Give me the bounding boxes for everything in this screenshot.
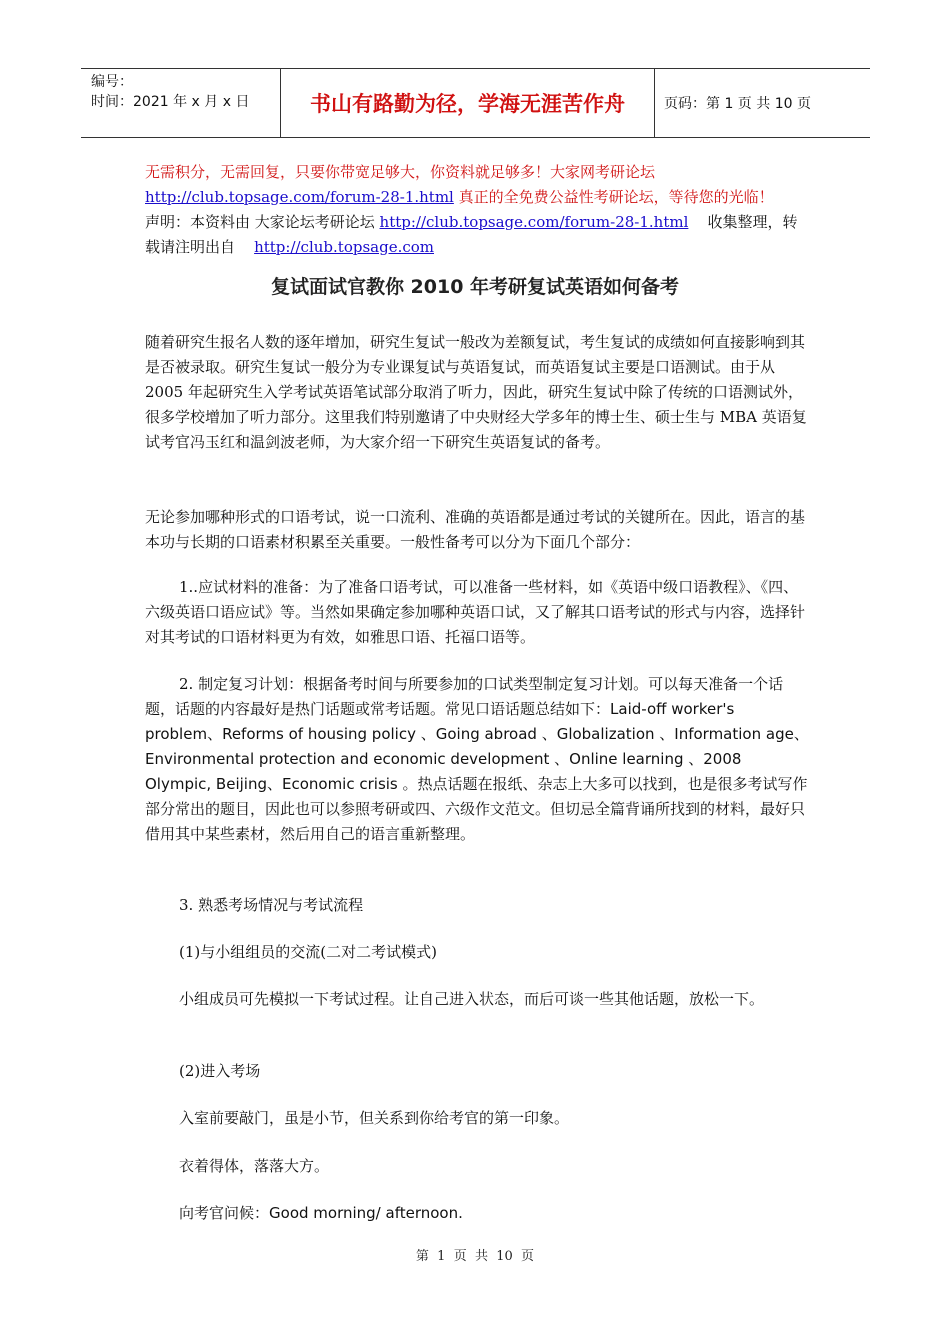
header-meta-cell	[81, 69, 281, 137]
paragraph-plan	[145, 672, 810, 847]
paragraph-knock: 入室前要敲门，虽是小节，但关系到你给考官的第一印象。	[179, 1109, 570, 1127]
club-link[interactable]: http://club.topsage.com	[254, 238, 434, 256]
document-title: 复试面试官教你 2010 年考研复试英语如何备考	[270, 276, 680, 298]
page-footer: 第 1 页 共 10 页	[415, 1249, 535, 1264]
notice-free-resources	[145, 160, 810, 210]
plan-topics: Laid-off worker's problem、Reforms of housing policy 、Going abroad 、Globalization 、Information age、Environmental protection and economic development 、Online learning 、2008 Olympic, Beijing、Economic crisis 。	[145, 700, 809, 793]
plan-intro: 2. 制定复习计划：根据备考时间与所要参加的口试类型制定复习计划。可以每天准备一个话题，话题的内容最好是热门话题或常考话题。常见口语话题总结如下：	[145, 675, 784, 718]
heading-group-exchange: (1)与小组组员的交流(二对二考试模式)	[179, 943, 437, 961]
notice-line2-text: 声明：本资料由 大家论坛考研论坛	[145, 213, 380, 231]
paragraph-overview: 无论参加哪种形式的口语考试，说一口流利、准确的英语都是通过考试的关键所在。因此，语言的基本功与长期的口语素材积累至关重要。一般性备考可以分为下面几个部分：	[145, 508, 806, 551]
forum-link-2[interactable]: http://club.topsage.com/forum-28-1.html	[379, 213, 689, 231]
notice-line1-tail: 真正的全免费公益性考研论坛，等待您的光临！	[453, 188, 774, 206]
notice-line2-mid: 收集整理，转载请注明出自	[145, 213, 798, 256]
header-motto: 书山有路勤为径，学海无涯苦作舟	[281, 69, 655, 137]
paragraph-greeting	[145, 1201, 810, 1226]
forum-link-1[interactable]: http://club.topsage.com/forum-28-1.html	[145, 188, 454, 206]
paragraph-intro: 随着研究生报名人数的逐年增加，研究生复试一般改为差额复试，考生复试的成绩如何直接影响到其是否被录取。研究生复试一般分为专业课复试与英语复试，而英语复试主要是口语测试。由于从 2005 年起研究生入学考试英语笔试部分取消了听力，因此，研究生复试中除了传统的口语测试外，很多学校增加了听力部分。这里我们特别邀请了中央财经大学多年的博士生、硕士生与 MBA 英语复试考官冯玉红和温剑波老师，为大家介绍一下研究生英语复试的备考。	[145, 333, 807, 451]
date-label: 时间：2021 年 x 月 x 日	[91, 94, 250, 110]
code-label: 编号：	[91, 74, 133, 90]
heading-enter-room: (2)进入考场	[179, 1062, 261, 1080]
paragraph-materials: 1..应试材料的准备：为了准备口语考试，可以准备一些材料，如《英语中级口语教程》、《四、六级英语口语应试》等。当然如果确定参加哪种英语口试，又了解其口语考试的形式与内容，选择针对其考试的口语材料更为有效，如雅思口语、托福口语等。	[145, 578, 806, 646]
greeting-label: 向考官问候：	[179, 1204, 270, 1222]
plan-advice: 热点话题在报纸、杂志上大多可以找到，也是很多考试写作部分常出的题目，因此也可以参照考研或四、六级作文范文。但切忌全篇背诵所找到的材料，最好只借用其中某些素材，然后用自己的语言重新整理。	[145, 775, 808, 843]
paragraph-dress: 衣着得体，落落大方。	[179, 1157, 330, 1175]
heading-exam-process: 3. 熟悉考场情况与考试流程	[179, 896, 364, 914]
notice-statement	[145, 210, 810, 260]
greeting-phrase: Good morning/ afternoon.	[269, 1204, 463, 1222]
paragraph-group-practice: 小组成员可先模拟一下考试过程。让自己进入状态，而后可谈一些其他话题，放松一下。	[179, 990, 765, 1008]
header-page-info: 页码：第 1 页 共 10 页	[664, 96, 811, 112]
header-table	[81, 68, 870, 138]
notice-line1-text: 无需积分，无需回复，只要你带宽足够大，你资料就足够多！大家网考研论坛	[145, 163, 656, 181]
